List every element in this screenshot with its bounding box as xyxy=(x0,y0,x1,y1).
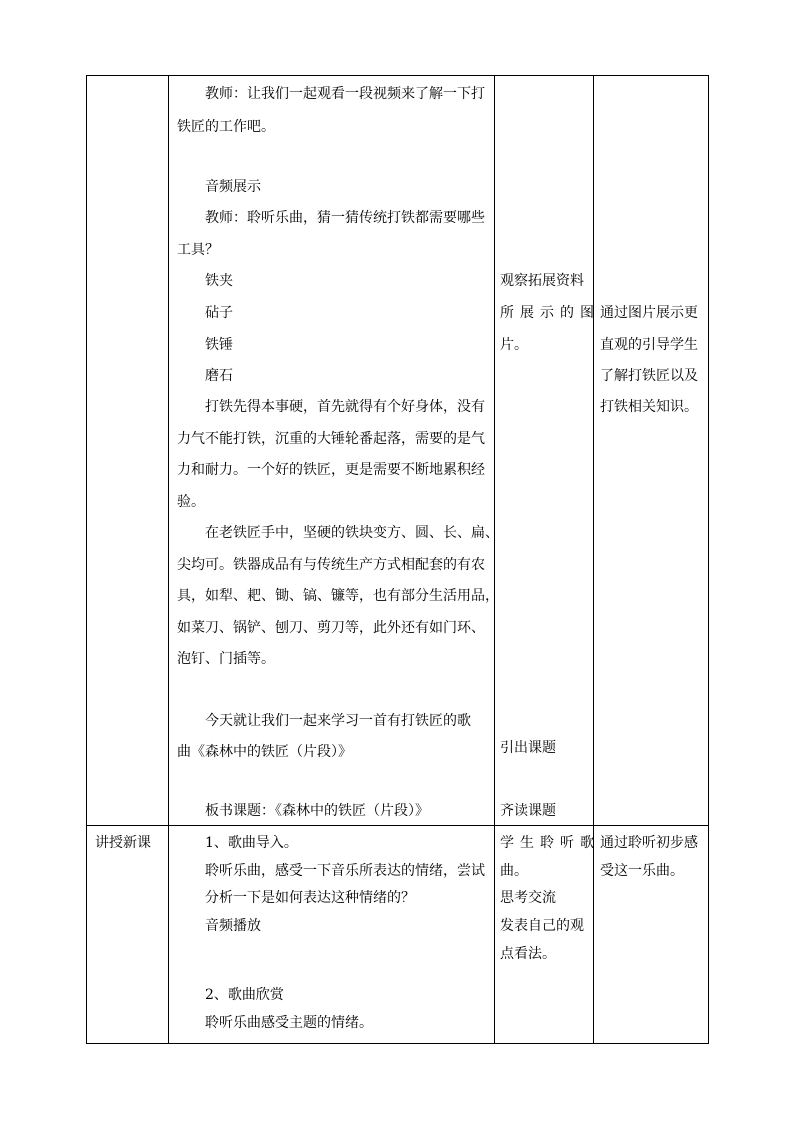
content-line: 音频播放 xyxy=(205,918,261,934)
content-line: 力和耐力。一个好的铁匠，更是需要不断地累积经 xyxy=(177,462,485,478)
content-line: 尖均可。铁器成品有与传统生产方式相配套的有农 xyxy=(177,557,485,573)
content-line: 泡钉、门插等。 xyxy=(177,651,275,667)
content-line: 验。 xyxy=(177,494,205,510)
student-activity-cell xyxy=(495,826,600,1044)
teacher-activity-cell xyxy=(169,826,495,1044)
design-intent-cell xyxy=(594,76,709,826)
student-line: 观察拓展资料 xyxy=(500,273,584,289)
student-line: 点看法。 xyxy=(500,946,556,962)
student-line: 片。 xyxy=(500,337,528,353)
student-line: 所展示的图 xyxy=(500,305,600,321)
lesson-plan-table xyxy=(86,75,709,1044)
content-line: 1、歌曲导入。 xyxy=(205,835,298,851)
content-line: 铁锤 xyxy=(205,337,233,353)
content-line: 曲《森林中的铁匠（片段）》 xyxy=(177,744,352,760)
student-line: 思考交流 xyxy=(500,890,556,906)
content-line: 聆听乐曲感受主题的情绪。 xyxy=(205,1015,373,1031)
content-line: 磨石 xyxy=(205,368,233,384)
student-line: 曲。 xyxy=(500,863,528,879)
student-line: 学生聆听歌 xyxy=(500,835,600,851)
content-line: 2、歌曲欣赏 xyxy=(205,987,284,1003)
table-row xyxy=(87,826,709,1044)
student-line: 齐读课题 xyxy=(500,803,556,819)
content-line: 教师：聆听乐曲，猜一猜传统打铁都需要哪些 xyxy=(205,210,485,226)
design-intent-cell xyxy=(594,826,709,1044)
intent-line: 打铁相关知识。 xyxy=(600,399,698,415)
content-line: 打铁先得本事硬，首先就得有个好身体，没有 xyxy=(205,399,485,415)
content-line: 铁匠的工作吧。 xyxy=(177,119,275,135)
content-line: 音频展示 xyxy=(205,179,261,195)
student-line: 引出课题 xyxy=(500,740,556,756)
intent-line: 受这一乐曲。 xyxy=(600,863,684,879)
content-line: 工具？ xyxy=(177,242,219,258)
teacher-activity-cell xyxy=(169,76,499,826)
table-row xyxy=(87,76,709,826)
student-line: 发表自己的观 xyxy=(500,918,584,934)
content-line: 今天就让我们一起来学习一首有打铁匠的歌 xyxy=(205,713,471,729)
content-line: 具，如犁、耙、锄、镐、镰等，也有部分生活用品， xyxy=(177,588,499,604)
section-label: 讲授新课 xyxy=(95,835,151,851)
content-line: 板书课题：《森林中的铁匠（片段）》 xyxy=(205,803,429,819)
content-line: 如菜刀、锅铲、刨刀、剪刀等，此外还有如门环、 xyxy=(177,620,485,636)
intent-line: 通过聆听初步感 xyxy=(600,835,698,851)
intent-line: 通过图片展示更 xyxy=(600,305,698,321)
section-cell xyxy=(87,826,169,1044)
student-activity-cell xyxy=(495,76,600,826)
content-line: 在老铁匠手中，坚硬的铁块变方、圆、长、扁、 xyxy=(205,525,499,541)
intent-line: 直观的引导学生 xyxy=(600,337,698,353)
content-line: 力气不能打铁，沉重的大锤轮番起落，需要的是气 xyxy=(177,431,485,447)
content-line: 教师：让我们一起观看一段视频来了解一下打 xyxy=(205,86,485,102)
content-line: 分析一下是如何表达这种情绪的？ xyxy=(205,890,415,906)
intent-line: 了解打铁匠以及 xyxy=(600,368,698,384)
content-line: 铁夹 xyxy=(205,273,233,289)
section-cell xyxy=(87,76,169,826)
content-line: 砧子 xyxy=(205,305,233,321)
content-line: 聆听乐曲，感受一下音乐所表达的情绪，尝试 xyxy=(205,863,485,879)
